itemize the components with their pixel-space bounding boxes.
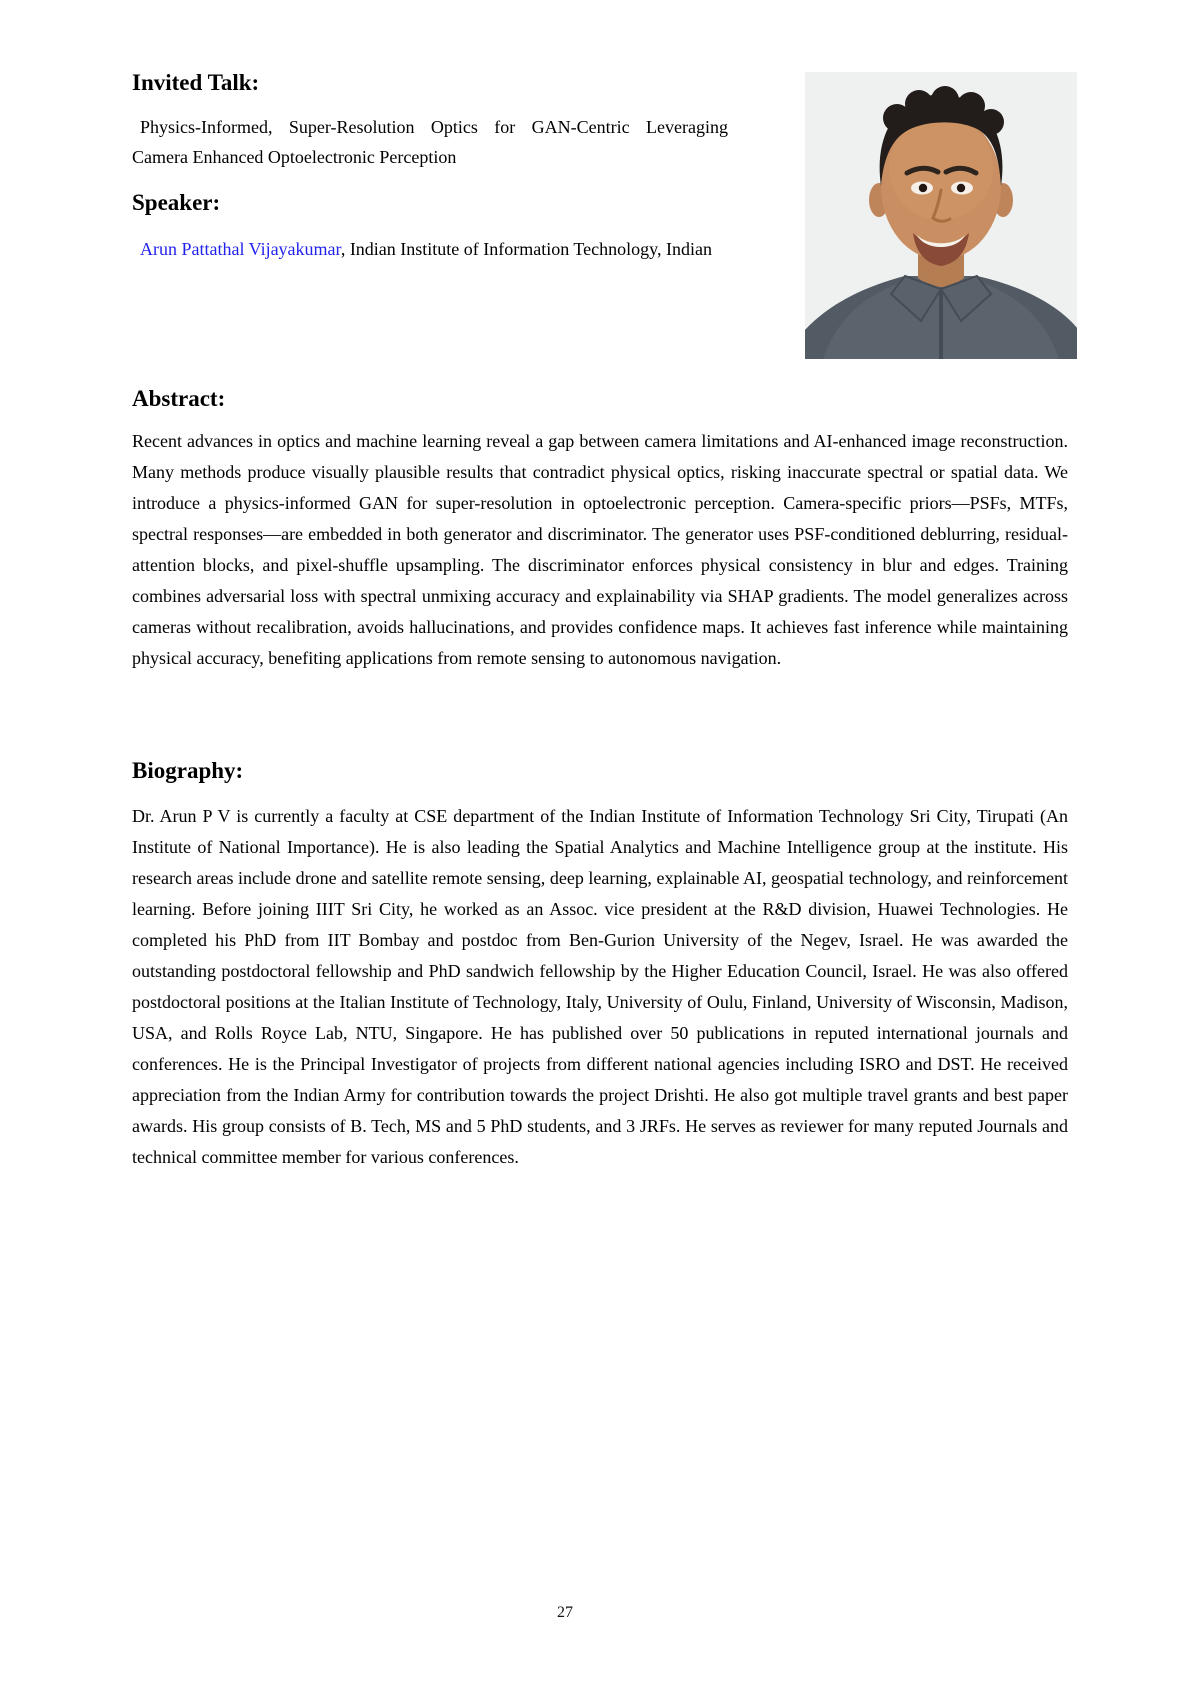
page-number: 27: [557, 1604, 573, 1621]
biography-heading: Biography:: [132, 758, 244, 783]
talk-title: Physics-Informed, Super-Resolution Optics for GAN-Centric Leveraging Camera Enhanced Optoelectronic Perception: [132, 117, 728, 167]
speaker-affiliation: , Indian Institute of Information Technology, Indian: [340, 239, 712, 259]
speaker-name-link[interactable]: Arun Pattathal Vijayakumar: [140, 239, 341, 259]
abstract-text: Recent advances in optics and machine learning reveal a gap between camera limitations and AI-enhanced image reconstruction. Many methods produce visually plausible results that contradict physical optics, risking inaccurate spectral or spatial data. We introduce a physics-informed GAN for super-resolution in optoelectronic perception. Camera-specific priors—PSFs, MTFs, spectral responses—are embedded in both generator and discriminator. The generator uses PSF-conditioned deblurring, residual-attention blocks, and pixel-shuffle upsampling. The discriminator enforces physical consistency in blur and edges. Training combines adversarial loss with spectral unmixing accuracy and explainability via SHAP gradients. The model generalizes across cameras without recalibration, avoids hallucinations, and provides confidence maps. It achieves fast inference while maintaining physical accuracy, benefiting applications from remote sensing to autonomous navigation.: [132, 431, 1068, 668]
invited-talk-heading: Invited Talk:: [132, 70, 260, 95]
speaker-line: [132, 234, 728, 264]
abstract-heading: Abstract:: [132, 386, 226, 411]
speaker-portrait-illustration: [805, 72, 1077, 359]
biography-text: Dr. Arun P V is currently a faculty at CSE department of the Indian Institute of Information Technology Sri City, Tirupati (An Institute of National Importance). He is also leading the Spatial Analytics and Machine Intelligence group at the institute. His research areas include drone and satellite remote sensing, deep learning, explainable AI, geospatial technology, and reinforcement learning. Before joining IIIT Sri City, he worked as an Assoc. vice president at the R&D division, Huawei Technologies. He completed his PhD from IIT Bombay and postdoc from Ben-Gurion University of the Negev, Israel. He was awarded the outstanding postdoctoral fellowship and PhD sandwich fellowship by the Higher Education Council, Israel. He was also offered postdoctoral positions at the Italian Institute of Technology, Italy, University of Oulu, Finland, University of Wisconsin, Madison, USA, and Rolls Royce Lab, NTU, Singapore. He has published over 50 publications in reputed international journals and conferences. He is the Principal Investigator of projects from different national agencies including ISRO and DST. He received appreciation from the Indian Army for contribution towards the project Drishti. He also got multiple travel grants and best paper awards. His group consists of B. Tech, MS and 5 PhD students, and 3 JRFs. He serves as reviewer for many reputed Journals and technical committee member for various conferences.: [132, 806, 1068, 1167]
speaker-heading: Speaker:: [132, 190, 221, 215]
speaker-photo: [805, 72, 1077, 359]
